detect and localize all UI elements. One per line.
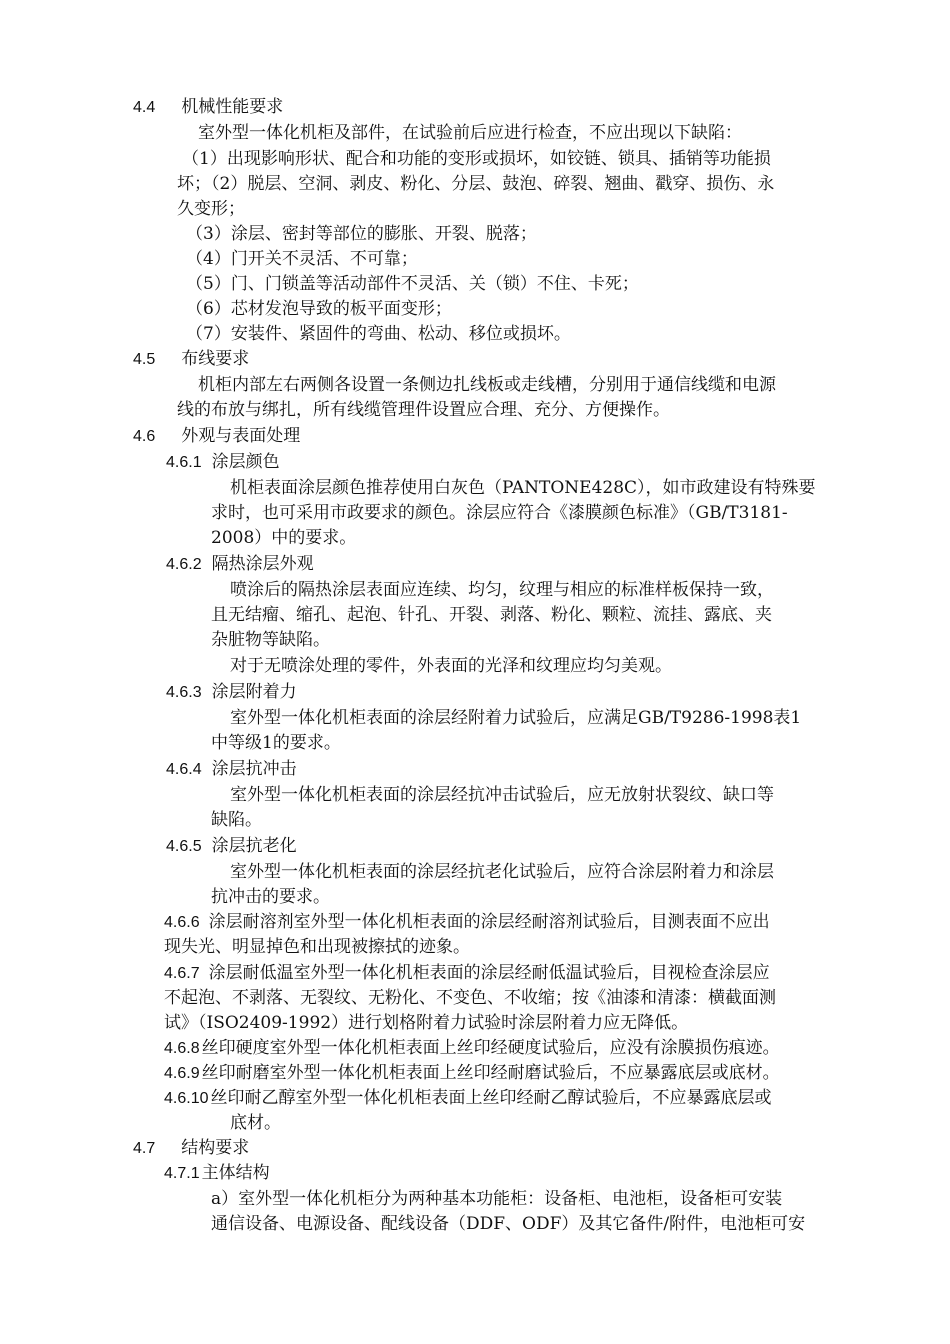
- paragraph-line: 机柜表面涂层颜色推荐使用白灰色（PANTONE428C），如市政建设有特殊要: [230, 478, 816, 498]
- paragraph-line: 抗冲击的要求。: [211, 887, 330, 907]
- subsection-number: 4.6.2: [166, 556, 202, 573]
- subsection-heading-4-6-1: [166, 450, 280, 475]
- paragraph-line: 室外型一体化机柜表面的涂层经抗冲击试验后，应无放射状裂纹、缺口等: [230, 785, 774, 805]
- subsection-title: 涂层附着力: [211, 682, 297, 702]
- paragraph-line: 缺陷。: [211, 810, 262, 830]
- list-item-line: 通信设备、电源设备、配线设备（DDF、ODF）及其它备件/附件，电池柜可安: [211, 1214, 806, 1234]
- subsection-text: 丝印耐乙醇室外型一体化机柜表面上丝印经耐乙醇试验后，不应暴露底层或: [210, 1088, 772, 1108]
- paragraph-line: 试》（ISO2409-1992）进行划格附着力试验时涂层附着力应无降低。: [164, 1013, 689, 1033]
- section-title: 外观与表面处理: [181, 426, 301, 446]
- paragraph-line: 2008）中的要求。: [211, 528, 357, 548]
- subsection-text: 涂层耐低温室外型一体化机柜表面的涂层经耐低温试验后，目视检查涂层应: [208, 963, 770, 983]
- subsection-number: 4.6.8: [164, 1040, 200, 1057]
- section-title: 布线要求: [181, 349, 250, 369]
- subsection-number: 4.6.5: [166, 838, 202, 855]
- subsection-title: 涂层颜色: [211, 452, 280, 472]
- section-number: 4.6: [133, 428, 156, 445]
- list-item-line: （3）涂层、密封等部位的膨胀、开裂、脱落；: [186, 224, 537, 244]
- subsection-number: 4.6.10: [164, 1090, 209, 1107]
- subsection-number: 4.6.1: [166, 454, 202, 471]
- list-item-line: a）室外型一体化机柜分为两种基本功能柜：设备柜、电池柜，设备柜可安装: [211, 1189, 783, 1209]
- subsection-title: 隔热涂层外观: [211, 554, 314, 574]
- section-heading-4-4: [133, 95, 283, 120]
- section-number: 4.5: [133, 351, 156, 368]
- section-title: 结构要求: [181, 1138, 250, 1158]
- list-item-line: （5）门、门锁盖等活动部件不灵活、关（锁）不住、卡死；: [186, 274, 639, 294]
- section-heading-4-5: [133, 347, 249, 372]
- subsection-4-6-7-line: [164, 961, 770, 986]
- paragraph-line: 现失光、明显掉色和出现被擦拭的迹象。: [164, 937, 470, 957]
- paragraph-line: 且无结瘤、缩孔、起泡、针孔、开裂、剥落、粉化、颗粒、流挂、露底、夹: [211, 605, 772, 625]
- paragraph-line: 机柜内部左右两侧各设置一条侧边扎线板或走线槽，分别用于通信线缆和电源: [198, 375, 776, 395]
- subsection-4-6-10-line: [164, 1086, 771, 1111]
- list-item-line: （1）出现影响形状、配合和功能的变形或损坏，如铰链、锁具、插销等功能损: [182, 149, 771, 169]
- paragraph-line: 底材。: [230, 1113, 281, 1133]
- list-item-line: （6）芯材发泡导致的板平面变形；: [186, 299, 452, 319]
- section-number: 4.7: [133, 1140, 156, 1157]
- subsection-4-6-9-line: [164, 1061, 780, 1086]
- subsection-heading-4-6-5: [166, 834, 297, 859]
- list-item-line: 久变形；: [177, 199, 245, 219]
- paragraph-line: 杂脏物等缺陷。: [211, 630, 330, 650]
- subsection-number: 4.6.4: [166, 761, 202, 778]
- paragraph-line: 喷涂后的隔热涂层表面应连续、均匀，纹理与相应的标准样板保持一致，: [230, 580, 774, 600]
- subsection-4-6-6-line: [164, 910, 770, 935]
- subsection-number: 4.7.1: [164, 1165, 200, 1182]
- subsection-text: 丝印耐磨室外型一体化机柜表面上丝印经耐磨试验后，不应暴露底层或底材。: [201, 1063, 780, 1083]
- subsection-heading-4-6-2: [166, 552, 314, 577]
- subsection-number: 4.6.7: [164, 965, 200, 982]
- subsection-heading-4-7-1: [164, 1161, 270, 1186]
- paragraph-line: 线的布放与绑扎，所有线缆管理件设置应合理、充分、方便操作。: [177, 400, 670, 420]
- subsection-text: 丝印硬度室外型一体化机柜表面上丝印经硬度试验后，应没有涂膜损伤痕迹。: [201, 1038, 780, 1058]
- subsection-title: 涂层抗老化: [211, 836, 297, 856]
- list-item-line: （4）门开关不灵活、不可靠；: [186, 249, 418, 269]
- subsection-heading-4-6-4: [166, 757, 297, 782]
- paragraph-line: 求时，也可采用市政要求的颜色。涂层应符合《漆膜颜色标准》（GB/T3181-: [211, 503, 788, 523]
- paragraph-line: 室外型一体化机柜表面的涂层经附着力试验后，应满足GB/T9286-1998表1: [230, 708, 802, 728]
- section-heading-4-6: [133, 424, 300, 449]
- list-item-line: （7）安装件、紧固件的弯曲、松动、移位或损坏。: [186, 324, 571, 344]
- subsection-title: 涂层抗冲击: [211, 759, 297, 779]
- list-item-line: 坏；（2）脱层、空洞、剥皮、粉化、分层、鼓泡、碎裂、翘曲、戳穿、损伤、永: [177, 174, 775, 194]
- subsection-number: 4.6.6: [164, 914, 200, 931]
- paragraph-line: 室外型一体化机柜表面的涂层经抗老化试验后，应符合涂层附着力和涂层: [230, 862, 774, 882]
- section-number: 4.4: [133, 99, 156, 116]
- section-title: 机械性能要求: [181, 97, 284, 117]
- subsection-4-6-8-line: [164, 1036, 780, 1061]
- subsection-heading-4-6-3: [166, 680, 297, 705]
- paragraph-line: 不起泡、不剥落、无裂纹、无粉化、不变色、不收缩；按《油漆和清漆：横截面测: [164, 988, 776, 1008]
- subsection-number: 4.6.9: [164, 1065, 200, 1082]
- paragraph-line: 室外型一体化机柜及部件，在试验前后应进行检查，不应出现以下缺陷：: [198, 123, 742, 143]
- paragraph-line: 对于无喷涂处理的零件，外表面的光泽和纹理应均匀美观。: [230, 656, 672, 676]
- paragraph-line: 中等级1的要求。: [211, 733, 341, 753]
- subsection-title: 主体结构: [201, 1163, 270, 1183]
- subsection-number: 4.6.3: [166, 684, 202, 701]
- section-heading-4-7: [133, 1136, 249, 1161]
- subsection-text: 涂层耐溶剂室外型一体化机柜表面的涂层经耐溶剂试验后，目测表面不应出: [208, 912, 770, 932]
